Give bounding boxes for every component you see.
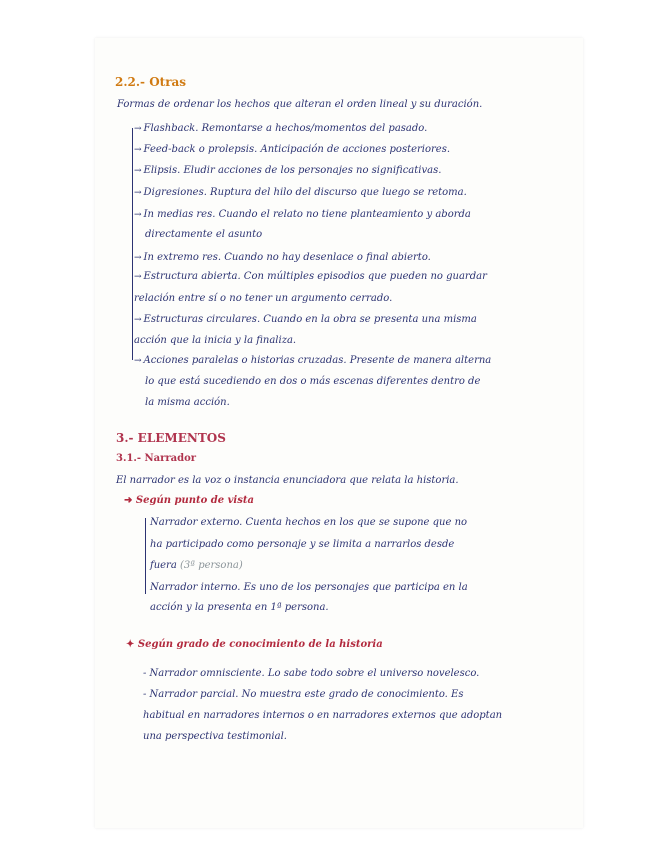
arrow-right-icon: → — [134, 124, 142, 134]
omniscient-narrator-text: - Narrador omnisciente. Lo sabe todo sobre el universo novelesco. — [143, 668, 480, 679]
external-narrator-text: ha participado como personaje y se limita a narrarlos desde — [150, 539, 455, 550]
list-item — [134, 143, 450, 157]
partial-narrator-text: - Narrador parcial. No muestra este grado de conocimiento. Es — [143, 689, 464, 700]
arrow-right-icon: → — [134, 145, 142, 155]
section-heading-2-2: 2.2.- Otras — [115, 75, 187, 89]
external-narrator-text — [150, 559, 243, 572]
internal-narrator-text: Narrador interno. Es uno de los personajes que participa en la — [150, 582, 468, 593]
knowledge-title: Según grado de conocimiento de la historia — [137, 639, 383, 650]
arrow-right-icon: ➜ — [124, 495, 136, 506]
list-item-continuation: la misma acción. — [145, 397, 230, 408]
section-intro-2-2: Formas de ordenar los hechos que alteran el orden lineal y su duración. — [117, 99, 483, 110]
list-bracket — [145, 518, 146, 594]
viewpoint-title: Según punto de vista — [135, 495, 254, 506]
list-item-text: Estructuras circulares. Cuando en la obra se presenta una misma — [143, 314, 477, 325]
list-item-continuation: acción que la inicia y la finaliza. — [134, 335, 297, 346]
subsection-heading-3-1: 3.1.- Narrador — [116, 453, 197, 464]
list-item-text: Acciones paralelas o historias cruzadas. Presente de manera alterna — [143, 355, 492, 366]
arrow-right-icon: → — [134, 188, 142, 198]
list-item-text: Elipsis. Eludir acciones de los personajes no significativas. — [143, 165, 442, 176]
partial-narrator-text: habitual en narradores internos o en narradores externos que adoptan — [143, 710, 503, 721]
list-item — [134, 270, 487, 284]
arrow-right-icon: → — [134, 166, 142, 176]
external-narrator-word: fuera — [150, 560, 177, 571]
list-item-text: Estructura abierta. Con múltiples episodios que pueden no guardar — [143, 271, 487, 282]
external-narrator-text: Narrador externo. Cuenta hechos en los que se supone que no — [150, 517, 468, 528]
person-note: (3ª persona) — [180, 560, 243, 571]
knowledge-heading — [126, 638, 383, 651]
list-item-continuation: directamente el asunto — [145, 229, 263, 240]
list-item-continuation: relación entre sí o no tener un argumento cerrado. — [134, 293, 393, 304]
arrow-right-icon: → — [134, 315, 142, 325]
list-item-text: Digresiones. Ruptura del hilo del discurso que luego se retoma. — [143, 187, 467, 198]
list-item-text: In medias res. Cuando el relato no tiene planteamiento y aborda — [143, 209, 471, 220]
list-item — [134, 208, 471, 222]
list-item — [134, 122, 427, 136]
arrow-right-icon: → — [134, 253, 142, 263]
list-item-text: In extremo res. Cuando no hay desenlace o final abierto. — [143, 252, 431, 263]
section-intro-3-1: El narrador es la voz o instancia enunciadora que relata la historia. — [116, 475, 459, 486]
arrow-right-icon: → — [134, 356, 142, 366]
arrow-right-icon: ✦ — [126, 639, 138, 650]
internal-narrator-text: acción y la presenta en 1ª persona. — [150, 602, 329, 613]
section-heading-3: 3.- ELEMENTOS — [116, 431, 226, 445]
arrow-right-icon: → — [134, 272, 142, 282]
list-item — [134, 354, 491, 368]
arrow-right-icon: → — [134, 210, 142, 220]
list-item — [134, 313, 477, 327]
list-bracket — [132, 128, 133, 360]
viewpoint-heading — [124, 494, 254, 507]
list-item — [134, 251, 431, 265]
partial-narrator-text: una perspectiva testimonial. — [143, 731, 287, 742]
list-item-text: Feed-back o prolepsis. Anticipación de acciones posteriores. — [143, 144, 451, 155]
list-item-continuation: lo que está sucediendo en dos o más escenas diferentes dentro de — [145, 376, 481, 387]
list-item — [134, 186, 467, 200]
list-item — [134, 164, 441, 178]
list-item-text: Flashback. Remontarse a hechos/momentos del pasado. — [143, 123, 428, 134]
